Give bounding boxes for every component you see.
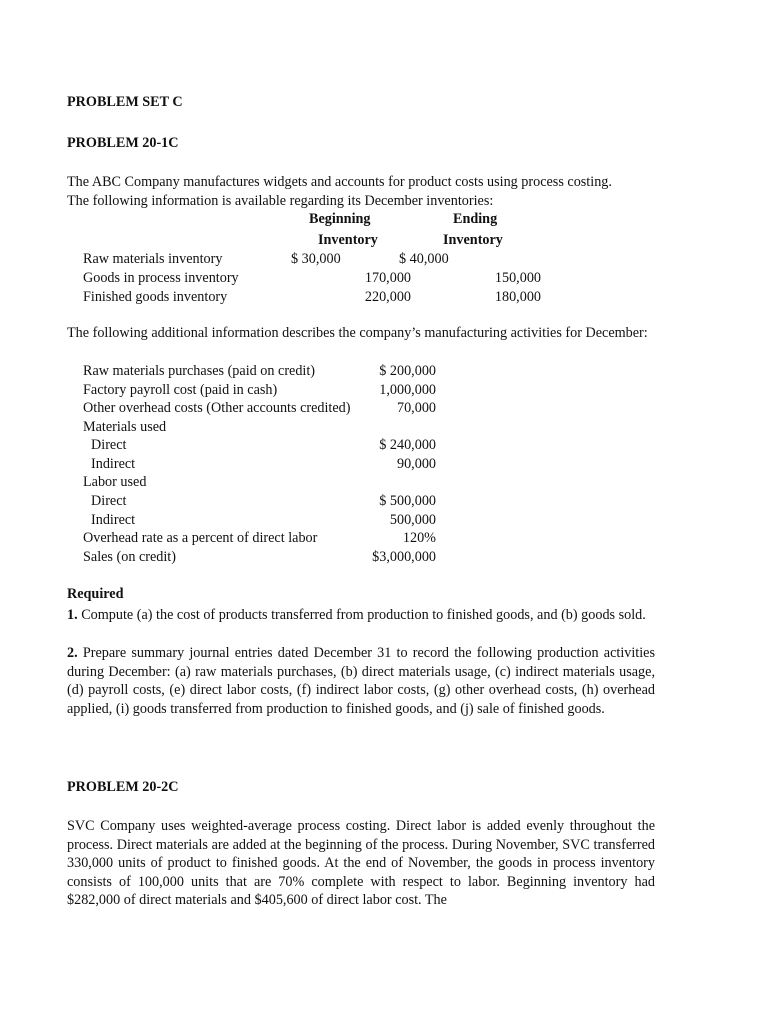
inventory-label: Goods in process inventory	[83, 270, 239, 286]
activity-value: $ 500,000	[379, 493, 436, 509]
inventory-beginning: 170,000	[364, 270, 411, 286]
required-heading: Required	[67, 586, 124, 602]
requirement-1	[67, 606, 655, 625]
requirement-2-text: Prepare summary journal entries dated December 31 to record the following production activities during December: (a) raw materials purchases, (b) direct materials usage, (c) indirect materials usage, (d) payroll costs, (e) direct labor costs, (f) indirect labor costs, (g) other overhead costs, (h) overhead applied, (i) goods transferred from production to finished goods, and (j) sale of finished goods.	[67, 645, 655, 717]
header-beginning: Beginning	[309, 211, 371, 227]
activity-value: $ 240,000	[379, 437, 436, 453]
activity-label: Factory payroll cost (paid in cash)	[83, 382, 278, 398]
inventory-label: Finished goods inventory	[83, 289, 228, 305]
problem-set-title: PROBLEM SET C	[67, 94, 183, 110]
inventory-ending: 150,000	[494, 270, 541, 286]
inventory-ending: $ 40,000	[399, 251, 449, 267]
activity-label: Indirect	[91, 512, 136, 528]
activity-label: Direct	[91, 493, 127, 509]
problem-2-title: PROBLEM 20-2C	[67, 779, 179, 795]
inventory-label: Raw materials inventory	[83, 251, 223, 267]
activity-label: Direct	[91, 437, 127, 453]
requirement-1-number: 1.	[67, 607, 78, 623]
intro-line-1: The ABC Company manufactures widgets and accounts for product costs using process costing.	[67, 174, 612, 190]
activity-value: 500,000	[389, 512, 436, 528]
activity-label: Other overhead costs (Other accounts credited)	[83, 400, 351, 416]
activity-label: Labor used	[83, 474, 147, 490]
inventory-beginning: 220,000	[364, 289, 411, 305]
requirement-1-text: Compute (a) the cost of products transferred from production to finished goods, and (b) goods sold.	[77, 607, 646, 623]
activity-value: $3,000,000	[372, 549, 436, 565]
header-beginning-inventory: Inventory	[318, 232, 378, 248]
header-ending: Ending	[453, 211, 498, 227]
activity-label: Raw materials purchases (paid on credit)	[83, 363, 316, 379]
activity-value: 120%	[402, 530, 436, 546]
activity-label: Overhead rate as a percent of direct labor	[83, 530, 318, 546]
intro-line-2: The following information is available regarding its December inventories:	[67, 193, 494, 209]
requirement-2	[67, 644, 655, 718]
additional-info-intro: The following additional information describes the company’s manufacturing activities for December:	[67, 325, 648, 341]
activity-value: 70,000	[396, 400, 436, 416]
activity-label: Materials used	[83, 419, 167, 435]
activity-value: 1,000,000	[379, 382, 436, 398]
activity-label: Indirect	[91, 456, 136, 472]
requirement-2-number: 2.	[67, 645, 78, 661]
problem-2-text: SVC Company uses weighted-average process costing. Direct labor is added evenly throughout the process. Direct materials are added at the beginning of the process. During November, SVC transferred 330,000 units of product to finished goods. At the end of November, the goods in process inventory consists of 100,000 units that are 70% complete with respect to labor. Beginning inventory had $282,000 of direct materials and $405,600 of direct labor cost. The	[67, 818, 655, 909]
inventory-ending: 180,000	[494, 289, 541, 305]
activity-value: $ 200,000	[379, 363, 436, 379]
activity-label: Sales (on credit)	[83, 549, 176, 565]
activity-value: 90,000	[396, 456, 436, 472]
header-ending-inventory: Inventory	[443, 232, 503, 248]
problem-title: PROBLEM 20-1C	[67, 135, 179, 151]
inventory-beginning: $ 30,000	[291, 251, 341, 267]
